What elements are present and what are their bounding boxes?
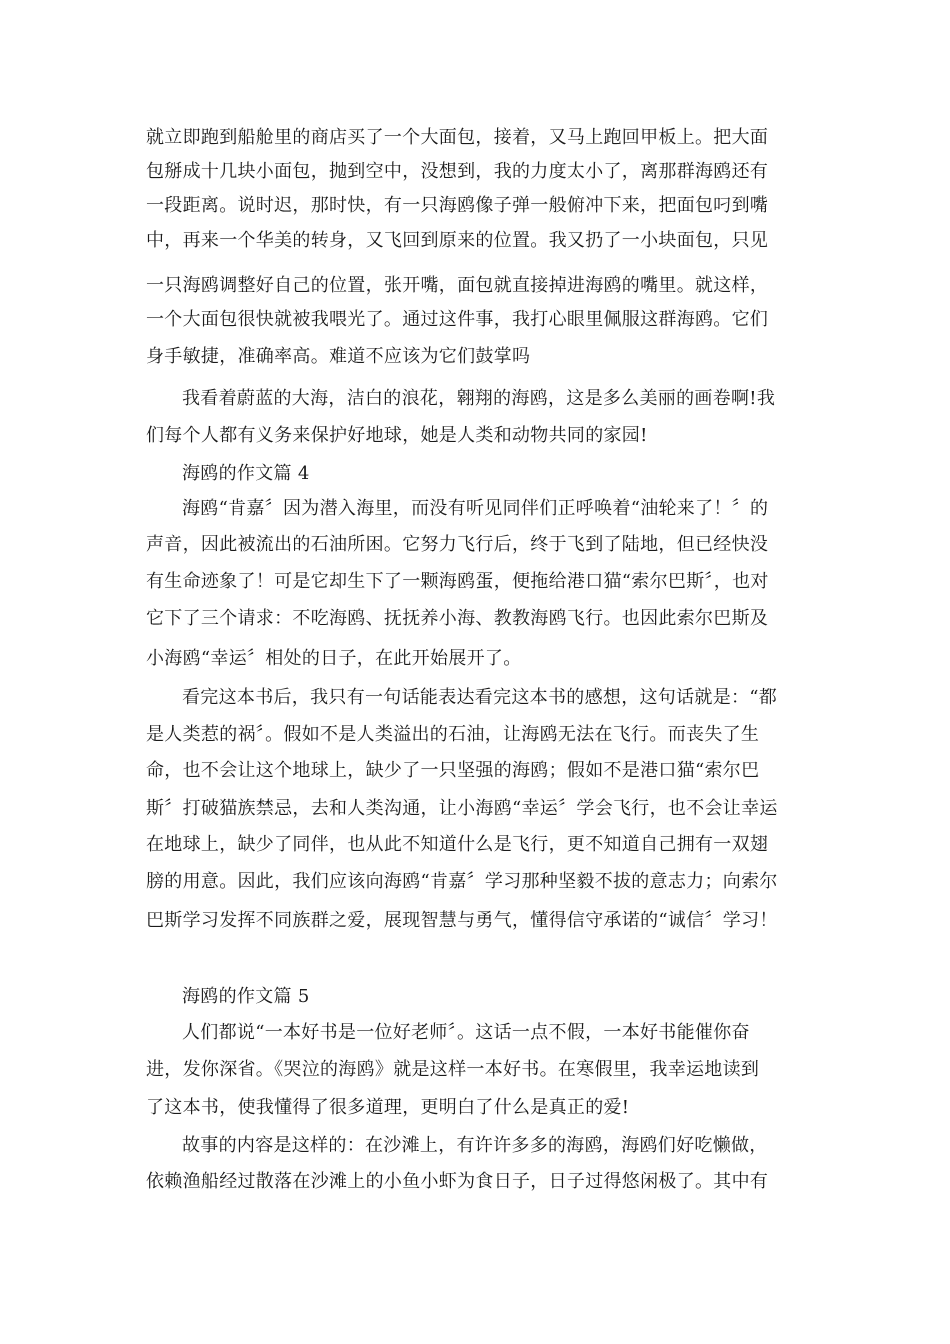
text-line: 了这本书，使我懂得了很多道理，更明白了什么是真正的爱! xyxy=(146,1097,630,1118)
text-line: 有生命迹象了！可是它却生下了一颗海鸥蛋，便拖给港口猫“索尔巴斯〞，也对 xyxy=(146,571,769,592)
text-line: 故事的内容是这样的：在沙滩上，有许许多多的海鸥，海鸥们好吃懒做， xyxy=(182,1135,768,1156)
text-line: 一段距离。说时迟，那时快，有一只海鸥像子弹一般俯冲下来，把面包叼到嘴 xyxy=(146,195,769,216)
text-line: 斯〞打破猫族禁忌，去和人类沟通，让小海鸥“幸运〞学会飞行，也不会让幸运 xyxy=(146,798,778,819)
text-line: 在地球上，缺少了同伴，也从此不知道什么是飞行，更不知道自己拥有一双翅 xyxy=(146,834,769,855)
text-line: 小海鸥“幸运〞相处的日子，在此开始展开了。 xyxy=(146,648,522,669)
text-line: 就立即跑到船舱里的商店买了一个大面包，接着，又马上跑回甲板上。把大面 xyxy=(146,127,769,148)
text-line: 身手敏捷，准确率高。难道不应该为它们鼓掌吗 xyxy=(146,346,531,367)
text-line: 依赖渔船经过散落在沙滩上的小鱼小虾为食日子，日子过得悠闲极了。其中有 xyxy=(146,1171,769,1192)
text-line: 膀的用意。因此，我们应该向海鸥“肯嘉〞学习那种坚毅不拔的意志力；向索尔 xyxy=(146,871,778,892)
text-line: 命，也不会让这个地球上，缺少了一只坚强的海鸥；假如不是港口猫“索尔巴 xyxy=(146,760,760,781)
text-line: 海鸥“肯嘉〞因为潜入海里，而没有听见同伴们正呼唤着“油轮来了！〞的 xyxy=(182,498,769,519)
text-line: 包掰成十几块小面包，抛到空中，没想到，我的力度太小了，离那群海鸥还有 xyxy=(146,161,769,182)
text-line: 进，发你深省。《哭泣的海鸥》就是这样一本好书。在寒假里，我幸运地读到 xyxy=(146,1059,760,1080)
text-line: 我看着蔚蓝的大海，洁白的浪花，翱翔的海鸥，这是多么美丽的画卷啊!我 xyxy=(182,388,776,409)
text-line: 人们都说“一本好书是一位好老师〞。这话一点不假，一本好书能催你奋 xyxy=(182,1022,750,1043)
text-line: 中，再来一个华美的转身，又飞回到原来的位置。我又扔了一小块面包，只见 xyxy=(146,230,769,251)
section-heading: 海鸥的作文篇 4 xyxy=(182,463,310,484)
text-line: 看完这本书后，我只有一句话能表达看完这本书的感想，这句话就是：“都 xyxy=(182,687,778,708)
section-heading: 海鸥的作文篇 5 xyxy=(182,986,310,1007)
text-line: 是人类惹的祸〞。假如不是人类溢出的石油，让海鸥无法在飞行。而丧失了生 xyxy=(146,724,760,745)
text-line: 巴斯学习发挥不同族群之爱，展现智慧与勇气，懂得信守承诺的“诚信〞学习！ xyxy=(146,910,778,931)
text-line: 它下了三个请求：不吃海鸥、抚抚养小海、教教海鸥飞行。也因此索尔巴斯及 xyxy=(146,608,769,629)
text-line: 一个大面包很快就被我喂光了。通过这件事，我打心眼里佩服这群海鸥。它们 xyxy=(146,309,769,330)
text-line: 声音，因此被流出的石油所困。它努力飞行后，终于飞到了陆地，但已经快没 xyxy=(146,534,769,555)
text-line: 一只海鸥调整好自己的位置，张开嘴，面包就直接掉进海鸥的嘴里。就这样， xyxy=(146,275,769,296)
text-line: 们每个人都有义务来保护好地球，她是人类和动物共同的家园! xyxy=(146,425,648,446)
